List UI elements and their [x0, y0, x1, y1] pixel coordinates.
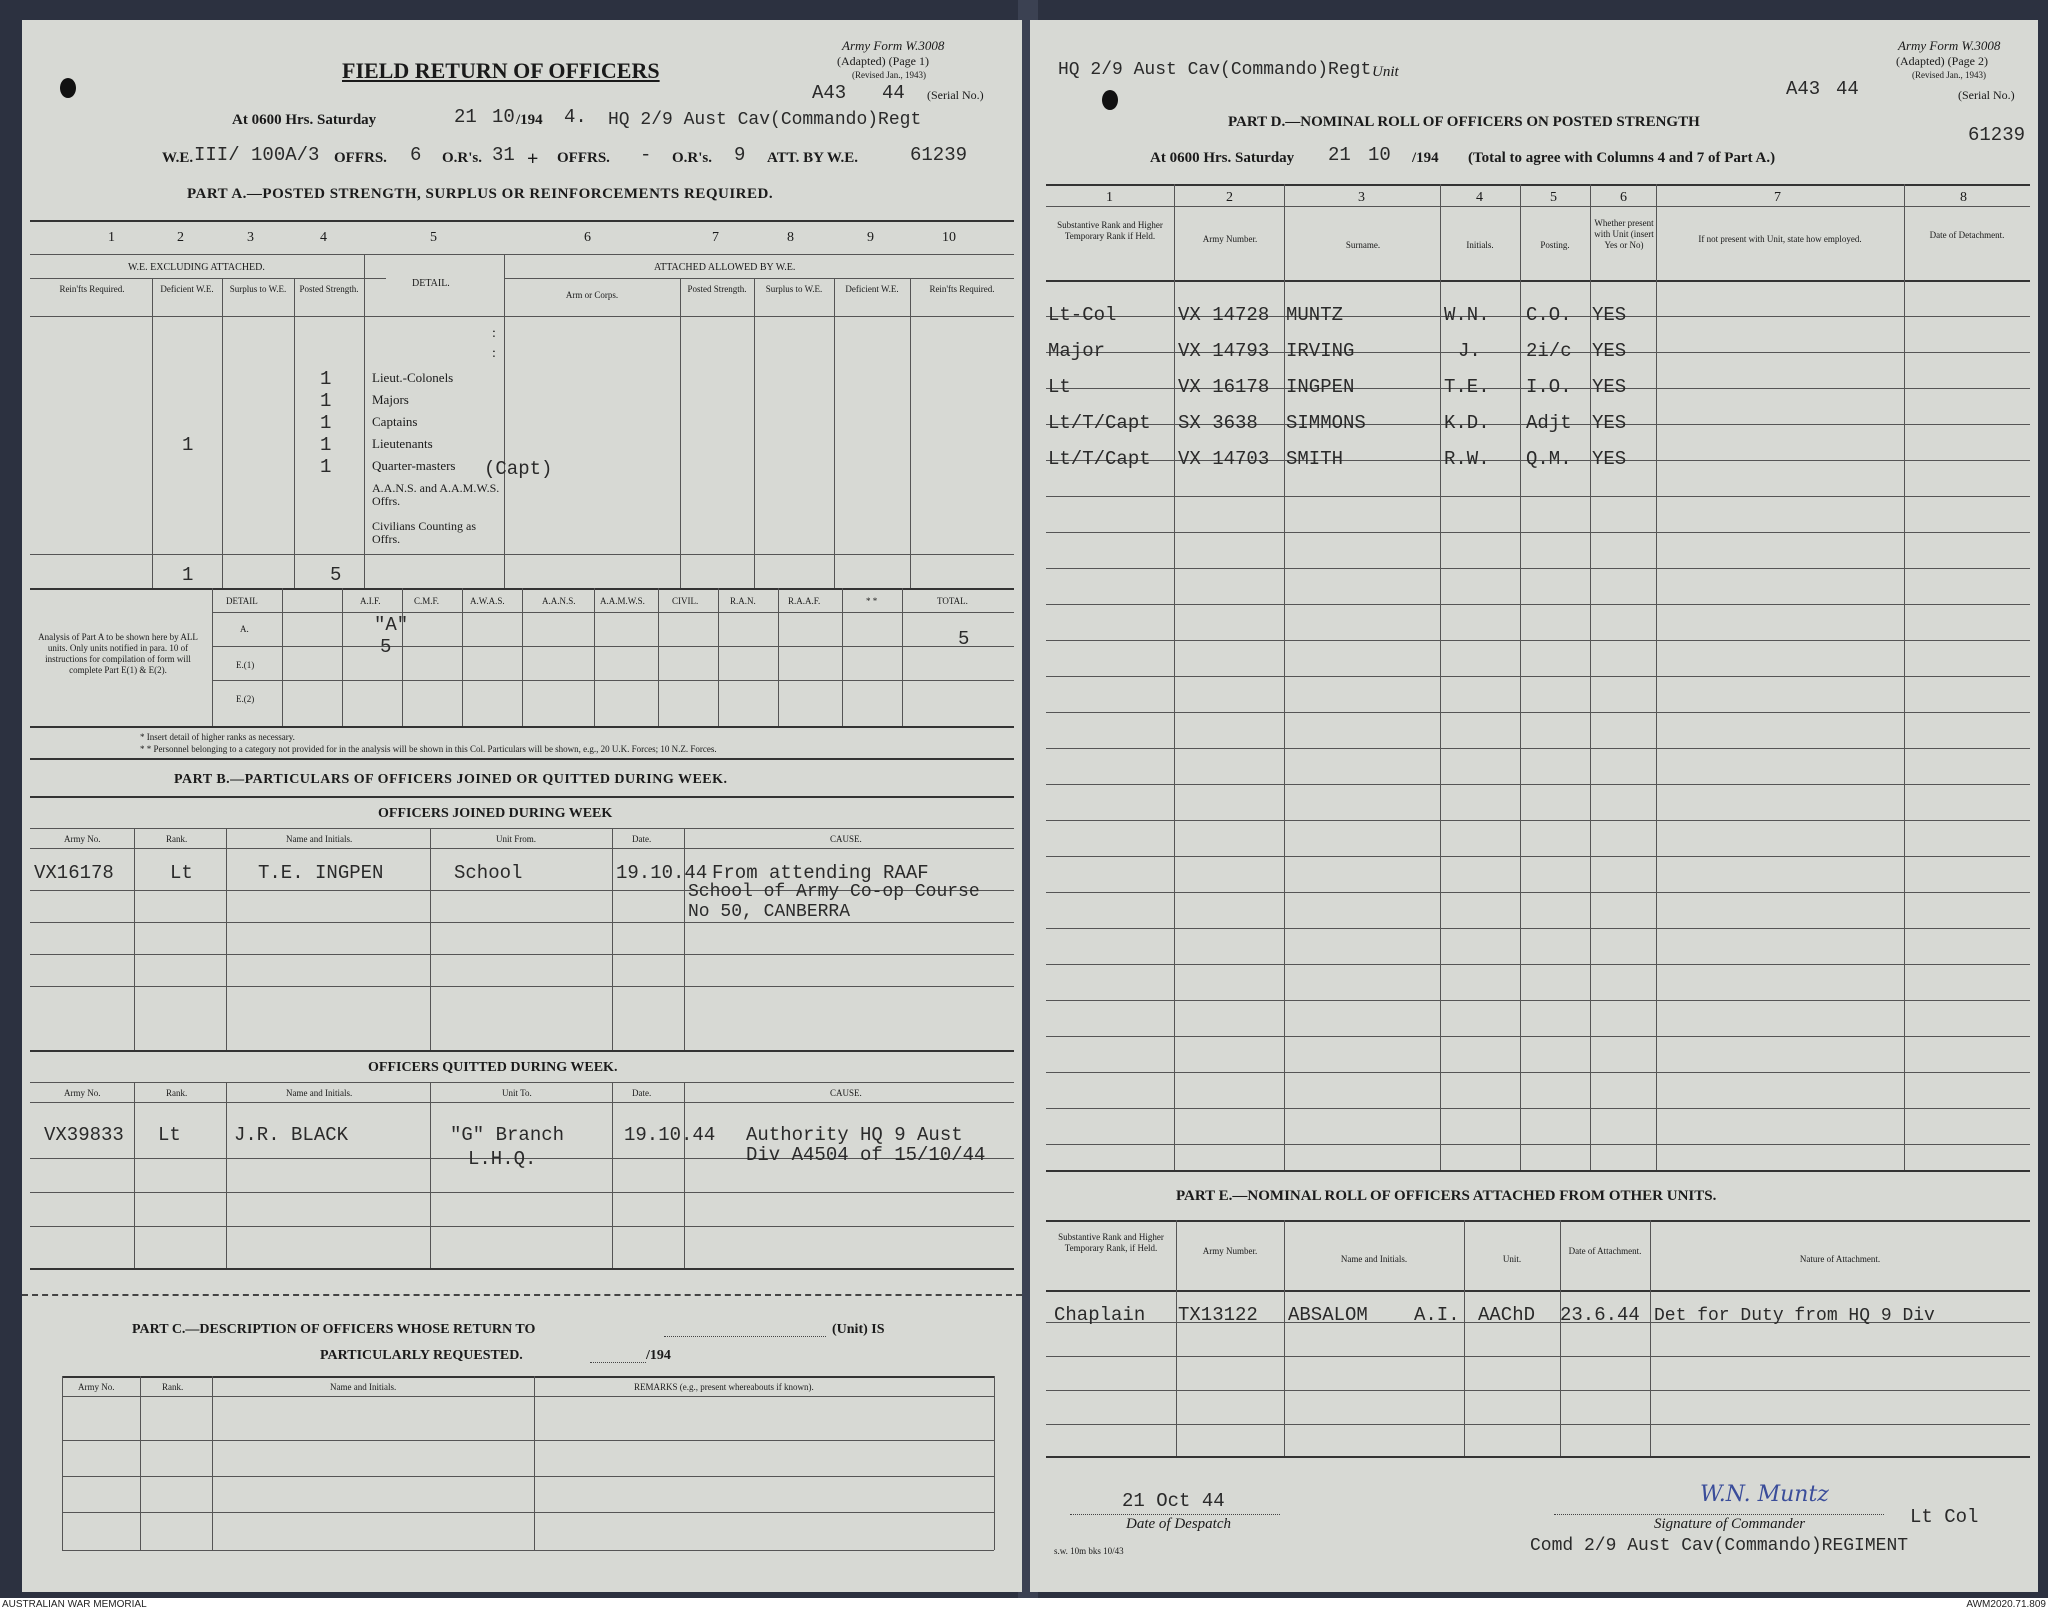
part-d-col: Whether present with Unit (insert Yes or No) — [1594, 218, 1654, 250]
attached-name: ABSALOM — [1288, 1304, 1368, 1326]
quitted-cause: Authority HQ 9 Aust — [746, 1124, 963, 1146]
col-num: 1 — [108, 230, 115, 245]
date-month: 10 — [1368, 144, 1391, 166]
quitted-col: Name and Initials. — [286, 1088, 353, 1098]
serial-hand: A43 — [1786, 78, 1821, 100]
part-e-col: Date of Attachment. — [1568, 1246, 1642, 1256]
officer-initials: T.E. — [1444, 376, 1490, 398]
quitted-heading: OFFICERS QUITTED DURING WEEK. — [368, 1060, 618, 1075]
part-b-heading: PART B.—PARTICULARS OF OFFICERS JOINED OR QUITTED DURING WEEK. — [174, 772, 728, 787]
analysis-col: * * — [866, 596, 878, 606]
analysis-total: 5 — [958, 628, 970, 650]
posted-lt-col: 1 — [320, 368, 332, 390]
signature-label: Signature of Commander — [1654, 1516, 1806, 1532]
we-excluding-attached: W.E. EXCLUDING ATTACHED. — [128, 262, 265, 273]
subhead: Posted Strength. — [299, 284, 359, 294]
col-num: 3 — [247, 230, 254, 245]
analysis-col: A.W.A.S. — [470, 596, 505, 606]
joined-col: CAUSE. — [830, 834, 862, 844]
at-label: At 0600 Hrs. Saturday — [232, 112, 377, 128]
unit-hand: HQ 2/9 Aust Cav(Commando)Regt — [1058, 60, 1372, 80]
part-c-date: /194 — [646, 1348, 671, 1363]
quitted-cause: Div A4504 of 15/10/44 — [746, 1144, 986, 1166]
officer-initials: J. — [1458, 340, 1481, 362]
analysis-note: Analysis of Part A to be shown here by ALL units. Only units notified in para. 10 of instructions for compilation of form will complete Part E(1) & E(2). — [38, 632, 198, 675]
officer-rank: Lt/T/Capt — [1048, 448, 1151, 470]
rank-label: Captains — [372, 414, 418, 429]
part-c-col: Rank. — [162, 1382, 184, 1392]
posted-qm: 1 — [320, 456, 332, 478]
year-suffix: 4. — [564, 106, 587, 128]
subhead: Deficient W.E. — [160, 284, 214, 294]
commander-signature: W.N. Muntz — [1700, 1482, 1829, 1507]
commander-unit: Comd 2/9 Aust Cav(Commando)REGIMENT — [1530, 1536, 1909, 1556]
attached-rank: Chaplain — [1054, 1304, 1146, 1326]
officer-surname: MUNTZ — [1286, 304, 1344, 326]
serial-hand: A43 — [812, 82, 847, 104]
we-label: W.E. — [162, 150, 194, 166]
joined-unit: School — [454, 862, 523, 884]
col-num: 5 — [1550, 190, 1557, 205]
officer-number: VX 14728 — [1178, 304, 1270, 326]
analysis-col: A.A.M.W.S. — [600, 596, 645, 606]
col-num: 4 — [320, 230, 327, 245]
att-value: 61239 — [910, 144, 968, 166]
quitted-unit: "G" Branch — [450, 1124, 565, 1146]
offrs2-value: - — [640, 144, 652, 166]
part-c-col: Army No. — [78, 1382, 115, 1392]
subhead: Surplus to W.E. — [229, 284, 287, 294]
quitted-col: Rank. — [166, 1088, 188, 1098]
form-page-2 — [1030, 20, 2038, 1592]
punch-hole — [1102, 90, 1118, 110]
col-num: 6 — [1620, 190, 1627, 205]
officer-surname: IRVING — [1286, 340, 1355, 362]
we-value: III/ 100A/3 — [194, 144, 320, 166]
officer-present: YES — [1592, 340, 1627, 362]
col-num: 7 — [712, 230, 719, 245]
analysis-row: E.(1) — [236, 660, 255, 670]
part-c-col: Name and Initials. — [330, 1382, 397, 1392]
quitted-col: Unit To. — [502, 1088, 532, 1098]
footer-right: AWM2020.71.809 — [1966, 1599, 2046, 1610]
analysis-row: E.(2) — [236, 694, 255, 704]
att-label: ATT. BY W.E. — [767, 150, 859, 166]
officer-surname: SIMMONS — [1286, 412, 1366, 434]
ors2-value: 9 — [734, 144, 746, 166]
offrs-value: 6 — [410, 144, 422, 166]
officer-number: VX 14703 — [1178, 448, 1270, 470]
ors2-label: O.R's. — [672, 150, 713, 166]
total-posted: 5 — [330, 564, 342, 586]
plus-sign: + — [527, 148, 539, 170]
subhead: Rein'fts Required. — [929, 284, 995, 294]
quitted-col: CAUSE. — [830, 1088, 862, 1098]
analysis-col: R.A.A.F. — [788, 596, 821, 606]
serial-number: 44 — [1836, 78, 1859, 100]
rank-label: Lieut.-Colonels — [372, 370, 454, 385]
archive-footer — [0, 1598, 2048, 1611]
col-num: 9 — [867, 230, 874, 245]
year-prefix: /194 — [516, 112, 543, 128]
attached-unit: AAChD — [1478, 1304, 1536, 1326]
col-num: 10 — [942, 230, 956, 245]
rank-label: Majors — [372, 392, 409, 407]
unit-name: HQ 2/9 Aust Cav(Commando)Regt — [608, 110, 922, 130]
analysis-col: CIVIL. — [672, 596, 699, 606]
footnote-2: * * Personnel belonging to a category not provided for in the analysis will be shown in this Col. Particulars will be shown, e.g., 20 U.K. Forces; 10 N.Z. Forces. — [140, 744, 717, 754]
part-d-col: Substantive Rank and Higher Temporary Rank if Held. — [1057, 220, 1163, 241]
part-d-col: Posting. — [1540, 240, 1570, 250]
part-e-col: Substantive Rank and Higher Temporary Rank, if Held. — [1058, 1232, 1164, 1253]
officer-posting: Adjt — [1526, 412, 1572, 434]
date-day: 21 — [1328, 144, 1351, 166]
footnote-1: * Insert detail of higher ranks as necessary. — [140, 732, 295, 742]
officer-initials: R.W. — [1444, 448, 1490, 470]
posted-captain: 1 — [320, 412, 332, 434]
part-e-col: Name and Initials. — [1340, 1254, 1408, 1264]
rank-label: Quarter-masters — [372, 458, 456, 473]
quitted-date: 19.10.44 — [624, 1124, 716, 1146]
aif-value: 5 — [380, 636, 392, 658]
joined-col: Unit From. — [496, 834, 537, 844]
part-d-col: Army Number. — [1202, 234, 1258, 244]
officer-rank: Lt-Col — [1048, 304, 1117, 326]
footer-left: AUSTRALIAN WAR MEMORIAL — [2, 1599, 147, 1610]
officer-posting: C.O. — [1526, 304, 1572, 326]
quitted-col: Date. — [632, 1088, 652, 1098]
ors-label: O.R's. — [442, 150, 483, 166]
joined-col: Rank. — [166, 834, 188, 844]
aif-class: "A" — [374, 614, 409, 636]
attached-nature: Det for Duty from HQ 9 Div — [1654, 1306, 1935, 1326]
subhead: Surplus to W.E. — [765, 284, 823, 294]
total-note: (Total to agree with Columns 4 and 7 of Part A.) — [1468, 150, 1776, 166]
attached-allowed-header: ATTACHED ALLOWED BY W.E. — [654, 262, 796, 273]
part-e-col: Nature of Attachment. — [1799, 1254, 1881, 1264]
deficient-lieut: 1 — [182, 434, 194, 456]
form-title: FIELD RETURN OF OFFICERS — [342, 58, 660, 83]
joined-col: Date. — [632, 834, 652, 844]
col-num: 8 — [1960, 190, 1967, 205]
quitted-army-no: VX39833 — [44, 1124, 124, 1146]
punch-hole — [60, 78, 76, 98]
subhead: Posted Strength. — [687, 284, 747, 294]
analysis-col: DETAIL — [226, 596, 258, 606]
officer-rank: Lt/T/Capt — [1048, 412, 1151, 434]
officer-posting: 2i/c — [1526, 340, 1572, 362]
posted-lieut: 1 — [320, 434, 332, 456]
col-num: 6 — [584, 230, 591, 245]
quitted-unit: L.H.Q. — [468, 1148, 537, 1170]
rank-label: Civilians Counting as Offrs. — [372, 519, 477, 546]
part-c-col: REMARKS (e.g., present whereabouts if known). — [634, 1382, 814, 1392]
part-c-unit: (Unit) IS — [832, 1322, 885, 1337]
army-form-label: Army Form W.3008 — [842, 38, 945, 53]
officer-initials: K.D. — [1444, 412, 1490, 434]
joined-col: Army No. — [64, 834, 101, 844]
revised-label: (Revised Jan., 1943) — [1912, 70, 1986, 80]
qm-note: (Capt) — [484, 458, 553, 480]
officer-number: SX 3638 — [1178, 412, 1258, 434]
col-num: 2 — [177, 230, 184, 245]
part-a-heading: PART A.—POSTED STRENGTH, SURPLUS OR REINFORCEMENTS REQUIRED. — [187, 186, 774, 202]
part-d-col: Date of Detachment. — [1929, 230, 2005, 240]
officer-present: YES — [1592, 304, 1627, 326]
unit-label: Unit — [1372, 64, 1399, 80]
quitted-rank: Lt — [158, 1124, 181, 1146]
officer-present: YES — [1592, 376, 1627, 398]
joined-rank: Lt — [170, 862, 193, 884]
year: /194 — [1412, 150, 1439, 166]
analysis-col: C.M.F. — [414, 596, 440, 606]
analysis-col: TOTAL. — [937, 596, 968, 606]
part-c-heading: PART C.—DESCRIPTION OF OFFICERS WHOSE RETURN TO — [132, 1322, 536, 1337]
joined-name: T.E. INGPEN — [258, 862, 384, 884]
detail-header: DETAIL. — [412, 278, 450, 289]
joined-cause: School of Army Co-op Course — [688, 882, 980, 902]
officer-initials: W.N. — [1444, 304, 1490, 326]
attached-number: TX13122 — [1178, 1304, 1258, 1326]
officer-present: YES — [1592, 448, 1627, 470]
part-e-col: Army Number. — [1202, 1246, 1258, 1256]
subhead: Arm or Corps. — [565, 290, 619, 300]
col-num: 5 — [430, 230, 437, 245]
quitted-col: Army No. — [64, 1088, 101, 1098]
subhead: Deficient W.E. — [845, 284, 899, 294]
part-d-col: If not present with Unit, state how employed. — [1698, 234, 1862, 244]
col-num: 4 — [1476, 190, 1483, 205]
adapted-label: (Adapted) (Page 2) — [1896, 54, 1988, 68]
analysis-row: A. — [240, 624, 249, 634]
officer-number: VX 14793 — [1178, 340, 1270, 362]
officer-number: VX 16178 — [1178, 376, 1270, 398]
offrs-label: OFFRS. — [334, 150, 387, 166]
serial-label: (Serial No.) — [927, 88, 984, 102]
signature-rank: Lt Col — [1910, 1506, 1979, 1528]
joined-col: Name and Initials. — [286, 834, 353, 844]
part-e-col: Unit. — [1502, 1254, 1522, 1264]
att-value: 61239 — [1968, 124, 2026, 146]
offrs2-label: OFFRS. — [557, 150, 610, 166]
officer-posting: I.O. — [1526, 376, 1572, 398]
attached-date: 23.6.44 — [1560, 1304, 1640, 1326]
part-d-col: Initials. — [1466, 240, 1494, 250]
col-num: 3 — [1358, 190, 1365, 205]
at-label: At 0600 Hrs. Saturday — [1150, 150, 1295, 166]
part-c-line2: PARTICULARLY REQUESTED. — [320, 1348, 523, 1363]
rank-label: A.A.N.S. and A.A.M.W.S. Offrs. — [372, 481, 500, 508]
col-num: 2 — [1226, 190, 1233, 205]
part-e-heading: PART E.—NOMINAL ROLL OF OFFICERS ATTACHED FROM OTHER UNITS. — [1176, 1188, 1717, 1204]
analysis-col: A.A.N.S. — [542, 596, 576, 606]
officer-surname: INGPEN — [1286, 376, 1355, 398]
despatch-date: 21 Oct 44 — [1122, 1490, 1225, 1512]
despatch-label: Date of Despatch — [1126, 1516, 1231, 1532]
analysis-col: R.A.N. — [730, 596, 756, 606]
joined-date: 19.10.44 — [616, 862, 708, 884]
rank-label: Lieutenants — [372, 436, 433, 451]
col-num: 1 — [1106, 190, 1113, 205]
adapted-label: (Adapted) (Page 1) — [837, 54, 929, 68]
joined-cause: From attending RAAF — [712, 862, 929, 884]
ors-value: 31 — [492, 144, 515, 166]
quitted-name: J.R. BLACK — [234, 1124, 349, 1146]
joined-cause: No 50, CANBERRA — [688, 902, 851, 922]
analysis-col: A.I.F. — [360, 596, 381, 606]
revised-label: (Revised Jan., 1943) — [852, 70, 926, 80]
army-form-label: Army Form W.3008 — [1898, 38, 2001, 53]
date-month: 10 — [492, 106, 515, 128]
officer-rank: Lt — [1048, 376, 1071, 398]
officer-posting: Q.M. — [1526, 448, 1572, 470]
subhead: Rein'fts Required. — [59, 284, 125, 294]
part-d-heading: PART D.—NOMINAL ROLL OF OFFICERS ON POSTED STRENGTH — [1228, 114, 1700, 130]
total-deficient: 1 — [182, 564, 194, 586]
part-d-col: Surname. — [1345, 240, 1381, 250]
serial-label: (Serial No.) — [1958, 88, 2015, 102]
col-num: 7 — [1774, 190, 1781, 205]
serial-number: 44 — [882, 82, 905, 104]
date-day: 21 — [454, 106, 477, 128]
joined-heading: OFFICERS JOINED DURING WEEK — [378, 806, 613, 821]
posted-major: 1 — [320, 390, 332, 412]
printer-mark: s.w. 10m bks 10/43 — [1054, 1546, 1124, 1556]
joined-army-no: VX16178 — [34, 862, 114, 884]
form-page-1: FIELD RETURN OF OFFICERS Army Form W.3008 (Adapted) (Page 1) (Revised Jan., 1943) A43 44 (Serial No.) At 0600 Hrs. Saturday 21 10 /194 4. HQ 2/9 Aust Cav(Commando)Regt W.E. III/ 100A/3 OFFRS. 6 O.R's. 31 + OFFRS. - O.R's. 9 ATT. BY W.E. 61239 PART A.—POSTED STRENGTH, SURPLUS OR REINFORCEMENTS REQUIRED. 1 2 3 4 5 6 7 8 9 10 W.E. EXCLUDING ATTACHED. DETAIL. ATTACHED ALLOWED BY W.E. Rein'fts Required. Deficient W.E. Surplus to W.E. Posted Strength. Arm or Corps. Posted Strength. Surplus to W.E. Deficient W.E. Rein'fts Required. : : Lieut.-Colonels Majors Captains Lieutenants Quarter-masters A.A.N.S. and A.A.M.W.S. Offrs. Civilians Counting as Offrs. 1 1 1 1 1 1 (Capt) 1 5 Analysis of Part A to be shown here by ALL units. Only units notified in para. 10 of instructions for compilation of form will complete Part E(1) & E(2). DETAIL A.I.F. C.M.F. A.W.A.S. A.A.N.S. A.A.M.W.S. CIVIL. R.A.N. R.A.A.F. * * TOTAL. A. E.(1) E.(2) "A" 5 5 * Insert detail of higher ranks as necessary. * * Personnel belonging to a category not provided for in the analysis will be shown in this Col. Particulars will be shown, e.g., 20 U.K. Forces; 10 N.Z. Forces. PART B.—PARTICULARS OF OFFICERS JOINED OR QUITTED DURING WEEK. OFFICERS JOINED DURING WEEK Army No. Rank. Name and Initials. Unit From. Date. CAUSE. VX16178 Lt T.E. INGPEN School 19.10.44 From attending RAAF School of Army Co-op Course No 50, CANBERRA OFFICERS QUITTED DURING WEEK. Army No. Rank. Name and Initials. Unit To. Date. CAUSE. VX39833 Lt J.R. BLACK "G" Branch L.H.Q. 19.10.44 Authority HQ 9 Aust Div A4504 of 15/10/44 PART C.—DESCRIPTION OF OFFICERS WHOSE RETURN TO (Unit) IS PARTICULARLY REQUESTED. /194 Army No. Rank. Name and Initials. REMARKS (e.g., present whereabouts if known). — [22, 20, 1022, 1592]
officer-surname: SMITH — [1286, 448, 1344, 470]
officer-present: YES — [1592, 412, 1627, 434]
attached-initials: A.I. — [1414, 1304, 1460, 1326]
col-num: 8 — [787, 230, 794, 245]
officer-rank: Major — [1048, 340, 1106, 362]
